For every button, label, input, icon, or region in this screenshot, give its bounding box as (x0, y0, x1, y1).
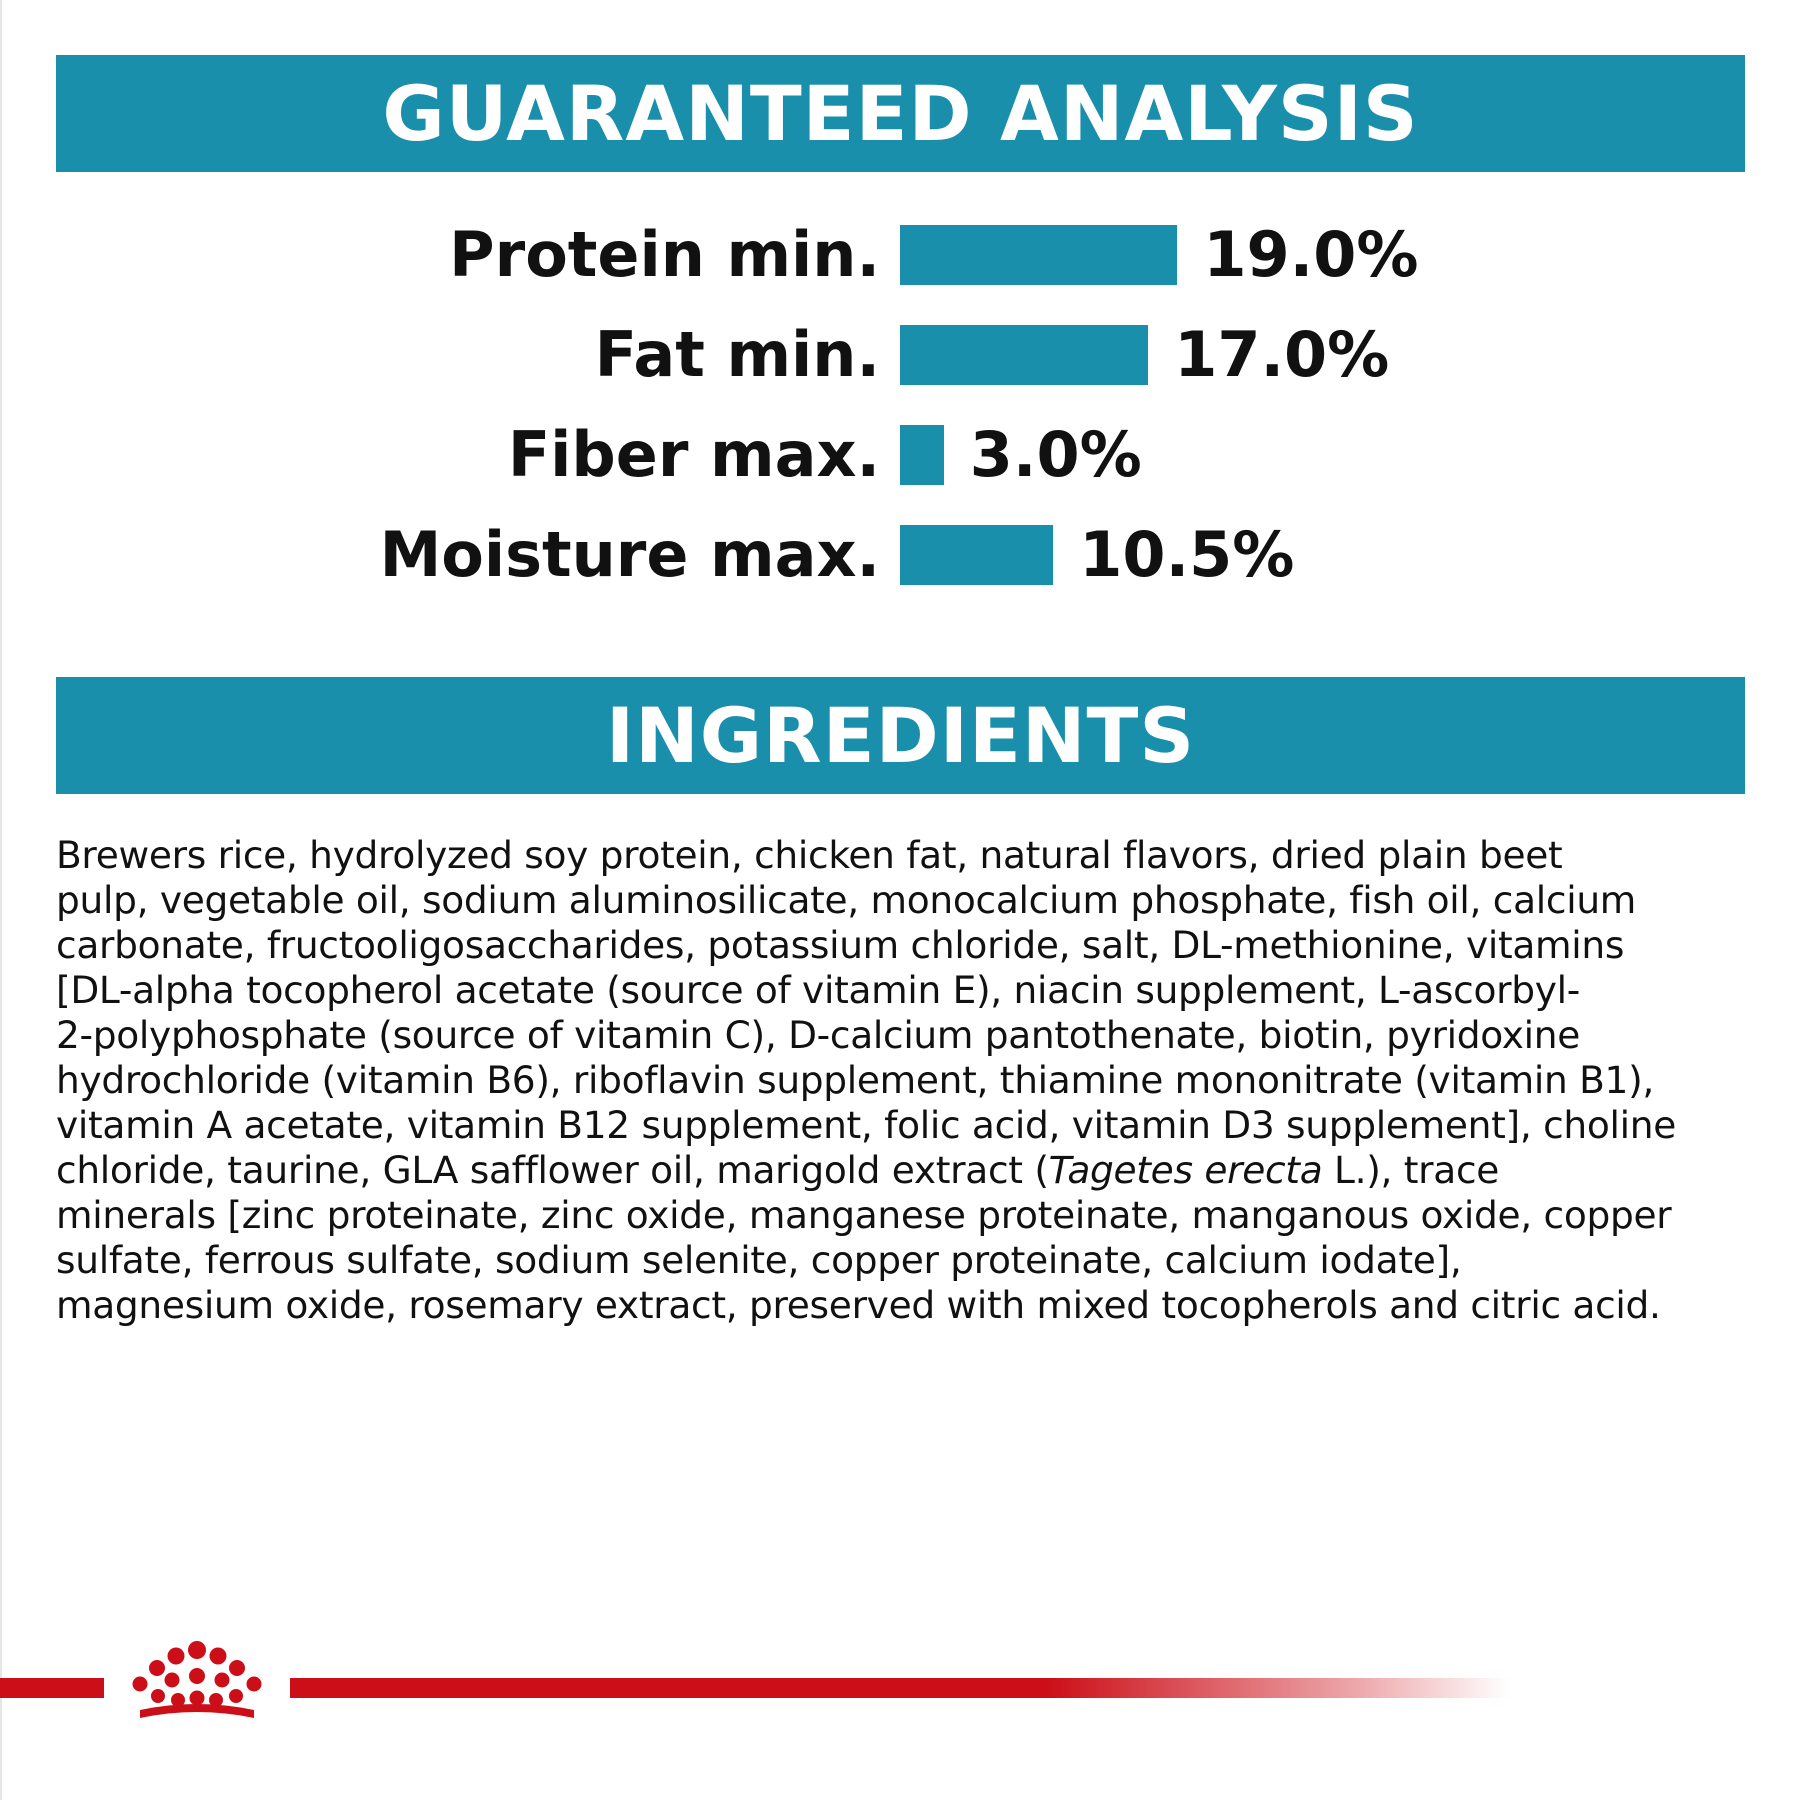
analysis-row-protein (0, 220, 1800, 290)
brand-line-left (0, 1678, 104, 1698)
analysis-label: Fat min. (594, 318, 880, 391)
ingredients-line: vitamin A acetate, vitamin B12 supplement, folic acid, vitamin D3 supplement], choline (56, 1103, 1676, 1147)
analysis-row-fiber (0, 420, 1800, 490)
analysis-row-moisture (0, 520, 1800, 590)
guaranteed-analysis-title: GUARANTEED ANALYSIS (382, 69, 1419, 158)
ingredients-line: pulp, vegetable oil, sodium aluminosilicate, monocalcium phosphate, fish oil, calcium (56, 878, 1637, 922)
guaranteed-analysis-banner (56, 55, 1745, 172)
ingredients-line: sulfate, ferrous sulfate, sodium selenite, copper proteinate, calcium iodate], (56, 1238, 1462, 1282)
ingredients-text (56, 833, 1756, 1328)
ingredients-banner (56, 677, 1745, 794)
royal-canin-crown-icon (112, 1640, 282, 1728)
analysis-bar (900, 425, 944, 485)
ingredients-line: hydrochloride (vitamin B6), riboflavin supplement, thiamine mononitrate (vitamin B1), (56, 1058, 1655, 1102)
analysis-bar (900, 225, 1177, 285)
analysis-bar (900, 525, 1053, 585)
ingredients-title: INGREDIENTS (605, 691, 1196, 780)
species-name: Tagetes erecta (1048, 1148, 1323, 1192)
analysis-label: Protein min. (449, 218, 880, 291)
analysis-row-fat (0, 320, 1800, 390)
ingredients-line: magnesium oxide, rosemary extract, preserved with mixed tocopherols and citric acid. (56, 1283, 1661, 1327)
ingredients-line: [DL-alpha tocopherol acetate (source of vitamin E), niacin supplement, L-ascorbyl- (56, 968, 1580, 1012)
ingredients-line: carbonate, fructooligosaccharides, potassium chloride, salt, DL-methionine, vitamins (56, 923, 1625, 967)
ingredients-line: 2-polyphosphate (source of vitamin C), D-calcium pantothenate, biotin, pyridoxine (56, 1013, 1581, 1057)
ingredients-line (56, 1148, 1756, 1193)
ingredients-line: minerals [zinc proteinate, zinc oxide, manganese proteinate, manganous oxide, copper (56, 1193, 1672, 1237)
ingredients-line: Brewers rice, hydrolyzed soy protein, chicken fat, natural flavors, dried plain beet (56, 833, 1563, 877)
brand-line-right (290, 1678, 1510, 1698)
ingredients-text-segment: chloride, taurine, GLA safflower oil, marigold extract ( (56, 1148, 1049, 1192)
analysis-value: 19.0% (1203, 218, 1419, 291)
analysis-value: 17.0% (1174, 318, 1390, 391)
analysis-value: 3.0% (969, 418, 1142, 491)
analysis-value: 10.5% (1079, 518, 1295, 591)
analysis-bar (900, 325, 1148, 385)
analysis-label: Moisture max. (379, 518, 880, 591)
analysis-label: Fiber max. (507, 418, 880, 491)
ingredients-text-segment: L.), trace (1322, 1148, 1500, 1192)
